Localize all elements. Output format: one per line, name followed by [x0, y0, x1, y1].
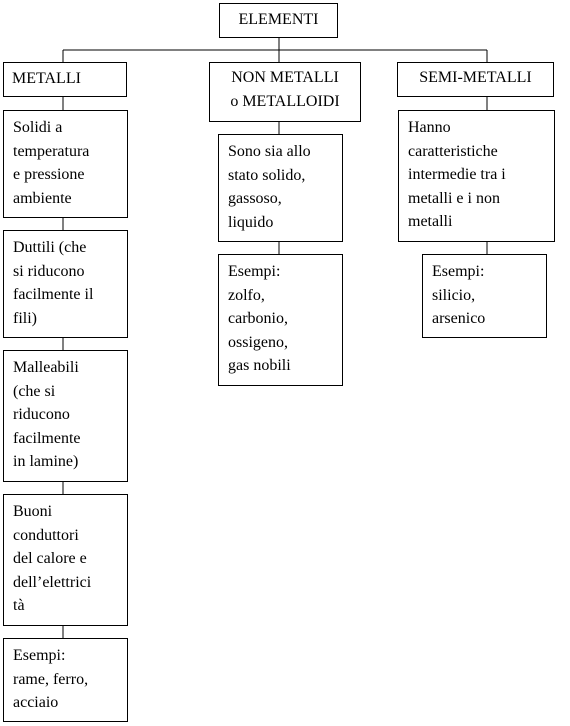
category-header-non-metalli: NON METALLI o METALLOIDI — [209, 62, 361, 122]
category-header-metalli: METALLI — [3, 62, 127, 97]
non-metalli-examples-box: Esempi: zolfo, carbonio, ossigeno, gas nobili — [218, 254, 343, 386]
metalli-property-box: Solidi a temperatura e pressione ambiente — [3, 110, 128, 218]
metalli-property-box: Duttili (che si riducono facilmente il fili) — [3, 230, 128, 338]
category-header-semi-metalli: SEMI-METALLI — [397, 62, 554, 97]
root-node-elementi: ELEMENTI — [219, 3, 338, 38]
semi-metalli-property-box: Hanno caratteristiche intermedie tra i metalli e i non metalli — [398, 110, 555, 242]
metalli-examples-box: Esempi: rame, ferro, acciaio — [3, 638, 128, 722]
metalli-property-box: Malleabili (che si riducono facilmente in lamine) — [3, 350, 128, 482]
semi-metalli-examples-box: Esempi: silicio, arsenico — [422, 254, 547, 338]
metalli-property-box: Buoni conduttori del calore e dell’elettrici tà — [3, 494, 128, 626]
non-metalli-property-box: Sono sia allo stato solido, gassoso, liquido — [218, 134, 343, 242]
